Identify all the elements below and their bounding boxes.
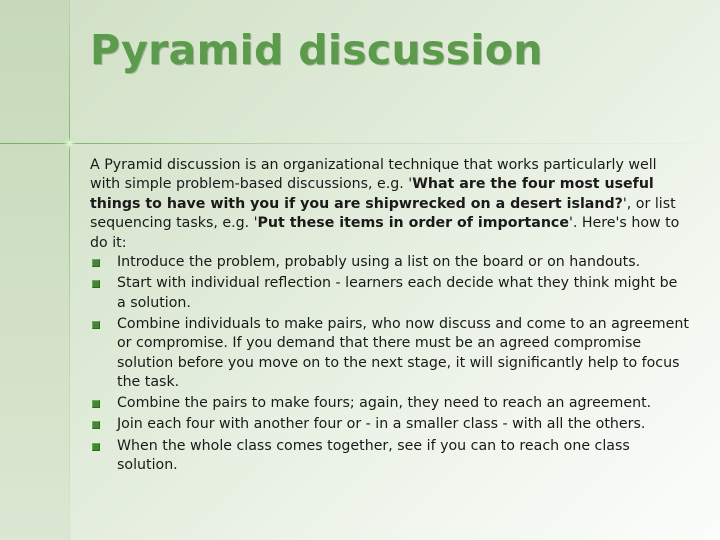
list-item-text: Combine individuals to make pairs, who now discuss and come to an agreement or compromise. If you demand that there must be an agreed compromise solution before you move on to the next stage, it will significantly help to focus the task. xyxy=(117,315,689,391)
square-bullet-icon xyxy=(92,443,100,451)
square-bullet-icon xyxy=(92,400,100,408)
list-item xyxy=(90,274,690,313)
intro-bold-example-2: Put these items in order of importance xyxy=(257,215,569,232)
left-accent-band xyxy=(0,0,70,540)
list-item-text: Combine the pairs to make fours; again, they need to reach an agreement. xyxy=(117,395,652,412)
square-bullet-icon xyxy=(92,321,100,329)
list-item-text: Start with individual reflection - learners each decide what they think might be a solution. xyxy=(117,275,678,311)
intro-paragraph xyxy=(90,156,690,253)
list-item-text: Join each four with another four or - in a smaller class - with all the others. xyxy=(117,416,646,433)
list-item xyxy=(90,394,690,413)
list-item xyxy=(90,315,690,393)
line-intersection-glow xyxy=(63,137,76,150)
square-bullet-icon xyxy=(92,421,100,429)
vertical-accent-line xyxy=(69,0,70,540)
intro-text-2: ', or list sequencing tasks, e.g. ' xyxy=(90,195,676,232)
intro-text-3: '. Here's how to do it: xyxy=(90,215,680,251)
list-item xyxy=(90,253,690,272)
list-item-text: Introduce the problem, probably using a list on the board or on handouts. xyxy=(117,254,641,271)
horizontal-accent-line xyxy=(0,143,720,144)
list-item-text: When the whole class comes together, see if you can to reach one class solution. xyxy=(117,437,630,474)
intro-bold-example-1: What are the four most useful things to have with you if you are shipwrecked on a desert island? xyxy=(90,176,654,212)
square-bullet-icon xyxy=(92,259,100,267)
slide-body xyxy=(90,156,690,477)
steps-list xyxy=(90,253,690,475)
list-item xyxy=(90,415,690,434)
slide-title: Pyramid discussion xyxy=(90,26,543,74)
list-item xyxy=(90,437,690,476)
intro-text-1: A Pyramid discussion is an organizational technique that works particularly well with simple problem-based discussions, e.g. ' xyxy=(90,157,657,193)
square-bullet-icon xyxy=(92,280,100,288)
